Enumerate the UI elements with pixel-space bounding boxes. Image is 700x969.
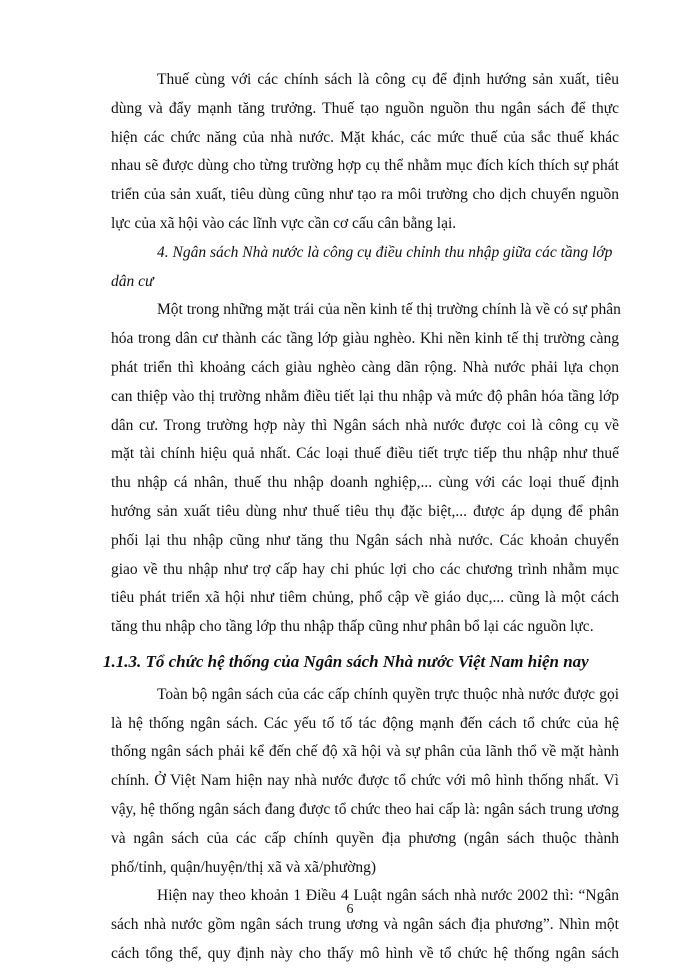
text-line: dân cư. Trong trường hợp này thì Ngân sách nhà nước được coi là công cụ về [111, 416, 619, 434]
text-line: chính. Ở Việt Nam hiện nay nhà nước được tổ chức với mô hình thống nhất. Vì [111, 772, 619, 790]
text-line: sách nhà nước gồm ngân sách trung ương và ngân sách địa phương”. Nhìn một [111, 916, 619, 934]
text-line: lực của xã hội vào các lĩnh vực cần cơ cấu cân bằng lại. [111, 214, 457, 232]
text-line: Hiện nay theo khoản 1 Điều 4 Luật ngân sách nhà nước 2002 thì: “Ngân [157, 887, 619, 905]
text-line: phố/tỉnh, quận/huyện/thị xã và xã/phường) [111, 858, 376, 876]
page-number: 6 [346, 902, 354, 917]
text-line: nhau sẽ được dùng cho từng trường hợp cụ thể nhằm mục đích kích thích sự phát [111, 157, 619, 175]
text-line: là hệ thống ngân sách. Các yếu tố tố tác động mạnh đến cách tổ chức của hệ [111, 714, 619, 732]
text-line: tăng thu nhập cho tầng lớp thu nhập thấp cũng như phân bổ lại các nguồn lực. [111, 618, 594, 636]
text-line: mặt tài chính hiệu quả nhất. Các loại thuế điều tiết trực tiếp thu nhập như thuế [111, 445, 619, 463]
paragraph-income-distribution [111, 296, 619, 642]
text-line: hiện các chức năng của nhà nước. Mặt khác, các mức thuế của sắc thuế khác [111, 128, 619, 146]
text-line: dùng và đẩy mạnh tăng trưởng. Thuế tạo nguồn nguồn thu ngân sách để thực [111, 99, 619, 117]
text-line: giao về thu nhập như trợ cấp hay chi phúc lợi cho các chương trình nhằm mục [111, 560, 619, 578]
paragraph-budget-law [111, 882, 619, 968]
text-line: cách tổng thể, quy định này cho thấy mô hình về tổ chức hệ thống ngân sách [111, 944, 619, 962]
text-line: can thiệp vào thị trường nhằm điều tiết lại thu nhập và mức độ phân hóa tầng lớp [111, 387, 619, 405]
text-line: thống ngân sách phải kể đến chế độ xã hội và sự phân của lãnh thổ về mặt hành [111, 743, 619, 761]
section-heading: 1.1.3. Tổ chức hệ thống của Ngân sách Nhà nước Việt Nam hiện nay [103, 651, 589, 671]
text-line: hướng sản xuất tiêu dùng như thuế tiêu thụ đặc biệt,... được áp dụng để phân [111, 502, 619, 520]
text-line: thu nhập cá nhân, thuế thu nhập doanh nghiệp,... cùng với các loại thuế định [111, 474, 619, 492]
text-line: Toàn bộ ngân sách của các cấp chính quyền trực thuộc nhà nước được gọi [157, 685, 619, 703]
paragraph-tax-policy [111, 66, 619, 239]
text-line: tiêu phát triển xã hội như tiêm chủng, phổ cập về giáo dục,... cũng là một cách [111, 589, 619, 607]
subheading-line: dân cư [111, 272, 154, 290]
document-body [103, 66, 621, 969]
subheading-budget-income-tool [111, 239, 619, 297]
text-line: vậy, hệ thống ngân sách đang được tổ chức theo hai cấp là: ngân sách trung ương [111, 800, 619, 818]
text-line: phát triển thì khoảng cách giàu nghèo càng dãn rộng. Nhà nước phải lựa chọn [111, 358, 619, 376]
text-line: Thuế cùng với các chính sách là công cụ để định hướng sản xuất, tiêu [157, 71, 619, 88]
text-line: và ngân sách của các cấp chính quyền địa phương (ngân sách thuộc thành [111, 829, 619, 847]
subheading-line: 4. Ngân sách Nhà nước là công cụ điều chỉnh thu nhập giữa các tầng lớp [157, 243, 613, 261]
text-line: phối lại thu nhập cũng như tăng thu Ngân sách nhà nước. Các khoản chuyển [111, 531, 619, 549]
text-line: Một trong những mặt trái của nền kinh tế thị trường chính là về có sự phân [157, 301, 621, 319]
text-line: hóa trong dân cư thành các tầng lớp giàu nghèo. Khi nền kinh tế thị trường càng [111, 330, 619, 348]
text-line: triển của sản xuất, tiêu dùng cũng như tạo ra môi trường cho dịch chuyển nguồn [111, 186, 619, 204]
paragraph-budget-system [111, 681, 619, 883]
